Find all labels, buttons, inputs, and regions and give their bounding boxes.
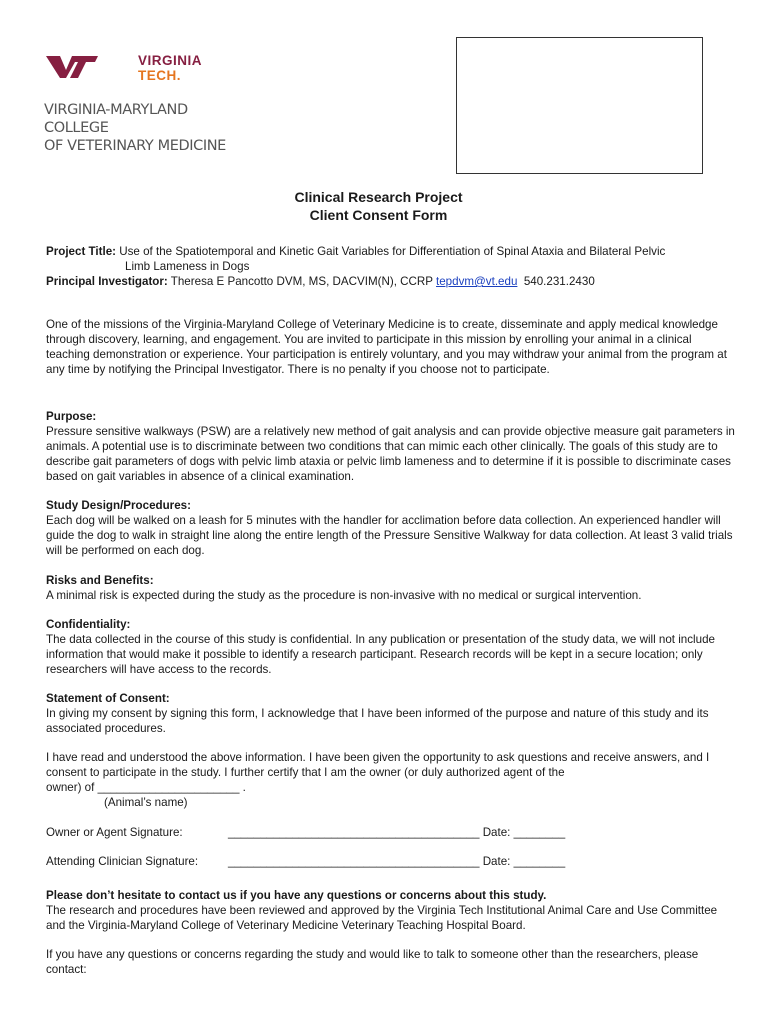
consent-certify: I have read and understood the above information. I have been given the opportunity to ask questions and receive answers, and I consent to participate in the study. I further certify that I am the owner (or duly authorized agent of the owner) of ______________________ . (Animal’s name) (46, 750, 736, 810)
clinician-signature-line[interactable]: _______________________________________ Date: ________ (228, 855, 566, 868)
confidentiality-section: Confidentiality: The data collected in the course of this study is confidential. In any publication or presentation of the study data, we will not include information that would make it possible to identify a research participant. Research records will be kept in a secure location; only researchers will have access to the records. (46, 618, 715, 676)
consent-section: Statement of Consent: In giving my consent by signing this form, I acknowledge that I have been informed of the purpose and nature of this study and its associated procedures. (46, 692, 709, 735)
principal-investigator: Principal Investigator: Theresa E Pancotto DVM, MS, DACVIM(N), CCRP tepdvm@vt.edu 540.231.2430 (46, 275, 595, 288)
owner-signature-label: Owner or Agent Signature: (46, 826, 183, 839)
form-title: Clinical Research Project (294, 189, 463, 205)
design-section: Study Design/Procedures: Each dog will be walked on a leash for 5 minutes with the handler for acclimation before data collection. An experienced handler will guide the dog to walk in straight line along the entire length of the Pressure Sensitive Walkway for data collection. At least 3 valid trials will be performed on each dog. (46, 499, 733, 557)
college-name: VIRGINIA-MARYLAND COLLEGE OF VETERINARY MEDICINE (44, 102, 226, 154)
contact-other: If you have any questions or concerns regarding the study and would like to talk to someone other than the researchers, please contact: (46, 948, 699, 976)
animal-name-field[interactable]: ______________________ (97, 781, 240, 794)
purpose-section: Purpose: Pressure sensitive walkways (PSW) are a relatively new method of gait analysis and can provide objective measure gait parameters in animals. A potential use is to discriminate between two conditions that can mimic each other clinically. The goals of this study are to describe gait parameters of dogs with pelvic limb ataxia or pelvic limb lameness and to determine if it is possible to discriminate cases based on gait variables in absence of a clinical examination. (46, 410, 735, 483)
investigator-email-link[interactable]: tepdvm@vt.edu (436, 275, 518, 288)
contact-section: Please don’t hesitate to contact us if you have any questions or concerns about this study. The research and procedures have been reviewed and approved by the Virginia Tech Institutional Animal Care and Use Committee and the Virginia-Maryland College of Veterinary Medicine Veterinary Teaching Hospital Board. (46, 889, 718, 932)
form-subtitle: Client Consent Form (309, 207, 448, 223)
vt-wordmark: VIRGINIA TECH. (138, 53, 203, 83)
risks-section: Risks and Benefits: A minimal risk is expected during the study as the procedure is non-invasive with no medical or surgical intervention. (46, 574, 642, 602)
animal-name-caption: (Animal’s name) (104, 796, 188, 809)
vt-monogram-icon (44, 54, 100, 80)
clinician-signature-label: Attending Clinician Signature: (46, 855, 199, 868)
project-title: Project Title: Use of the Spatiotemporal and Kinetic Gait Variables for Differentiation of Spinal Ataxia and Bilateral Pelvic Limb Lameness in Dogs (46, 245, 666, 273)
label-box (456, 37, 703, 174)
intro-paragraph: One of the missions of the Virginia-Maryland College of Veterinary Medicine is to create, disseminate and apply medical knowledge through discovery, learning, and engagement. You are invited to participate in this mission by enrolling your animal in a clinical teaching demonstration or experience. Your participation is entirely voluntary, and you may withdraw your animal from the program at any time by notifying the Principal Investigator. There is no penalty if you choose not to participate. (46, 318, 727, 376)
vt-logo (44, 52, 244, 154)
owner-signature-line[interactable]: _______________________________________ Date: ________ (228, 826, 566, 839)
